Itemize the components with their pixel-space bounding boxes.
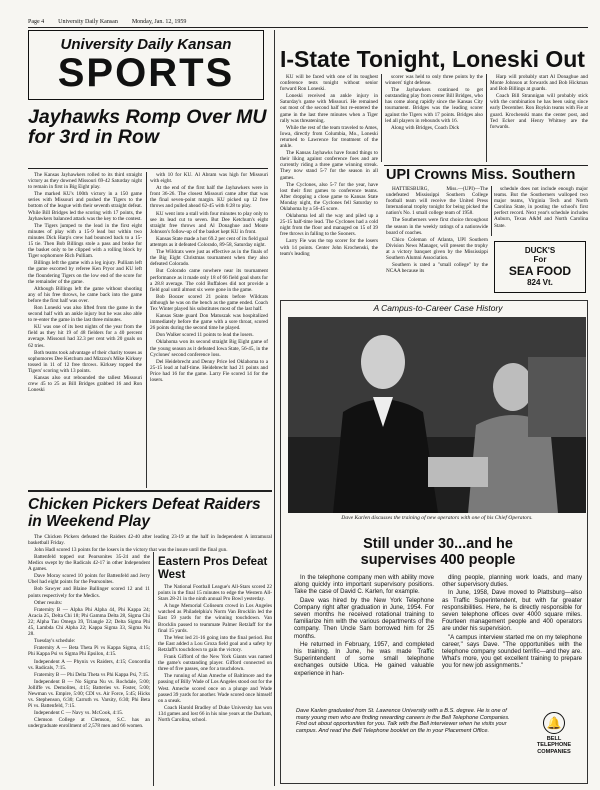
divider	[384, 165, 588, 166]
upi-column-1: HATTIESBURG, Miss.—(UPI)—The undefeated Mississippi Southern College football team will receive the United Press International trophy tonight for being picked the nation's No. 1 small college team of 1958. The Southerners were first choice throughout the season in the weekly ratings of a nationwide board of coaches. Chico Coleman of Atlanta, UPI Southern Division News Manager, will present the trophy at a victory banquet given by the Mississippi Southern Alumni Association. Southern is rated a "small college" by the NCAA because its	[386, 186, 488, 275]
masthead-paper-name: University Daily Kansan	[60, 36, 232, 53]
eastern-column: The National Football League's All-Stars scored 22 points in the final 15 minutes to edge the Western All-Stars 28-21 in the ninth annual Pro Bowl yesterday. A huge Memorial Coliseum crowd in Los Angeles watched as Philadelphia's Norm Van Brocklin led the East 59 yards for the winning touchdown. Van Brocklin passed to teammate Palmer Retzlaff for the final 15 yards. The West led 21-16 going into the final period. But the East added a Lou Groza field goal and a safety by Retzlaff's touchdown to gain the victory. Frank Gifford of the New York Giants was named the game's outstanding player. Gifford connected on three of five passes, one for a touchdown. The running of Alan Ameche of Baltimore and the passing of Billy Wade of Los Angeles stood out for the West. Ameche scored once on a plunge and Wade passed 39 yards for another. Wade scored once himself on a sneak. Coach Harold Bradley of Duke University has won 134 games and lost 66 in his nine years at the Durham, North Carolina, school.	[158, 584, 272, 723]
folio-line	[28, 18, 588, 28]
ducks-seafood: SEA FOOD	[508, 264, 572, 278]
loneski-column-1: KU will be faced with one of its toughest conference tests tonight without senior forward Ron Loneski. Loneski received an ankle injury in Saturday's game with Missouri. He remained out most of the second half but re-entered the game in the last three minutes when a Tiger rally was threatening. While the rest of the team traveled to Ames, Iowa, directly from Columbia, Mo., Loneski returned to Lawrence for treatment of the ankle. The Kansas Jayhawks have found things to their liking against conference foes and are currently riding a three game winning streak. They now stand 5-7 for the season in all games. The Cyclones, also 5-7 for the year, have lost their first games to conference teams. After dropping a close game to Kansas State Monday night, the Cyclones fell Saturday to Oklahoma by a 56-45 score. Oklahoma led all the way and piled up a 25-15 half-time lead. The Cyclones had a cold night from the floor and managed on 15 of 39 free throws in falling to the Sooners. Larry Fie was the top scorer for the losers with 14 points. Center John Krochenski, the team's leading	[280, 74, 378, 256]
ducks-for: For	[533, 255, 547, 264]
photo-illustration	[288, 317, 586, 513]
ducks-seafood-ad	[494, 241, 586, 293]
ducks-address: 824 Vt.	[527, 278, 553, 287]
ducks-name: DUCK'S	[524, 246, 556, 255]
bell-logo-block: 🔔 BELL TELEPHONE COMPANIES	[526, 712, 582, 755]
jayhawks-column-2: with 10 for KU. Al Abram was high for Missouri with eight. At the end of the first half the Jayhawkers were in front 36-26. The closest Missouri came after that was the final seven-point margin. KU picked up 12 free throws and pulled ahead 62-45 with 6:28 to play. KU went into a stall with four minutes to play only to see its lead cut to seven. But Dee Ketchum's eight straight free throws and Al Donaghue and Monte Johnson's follow-up of the basket kept KU in front. Kansas State made a hot 69.2 per cent of its field goal attempts as it defeated Colorado, 89-58, Saturday night. The Wildcats were just as effective as in the finals of the Big Eight Christmas tournament when they also defeated Colorado. But Colorado came nowhere near its tournament performance as it made only 18 of 66 field goal shots for a 28.8 average. The cold Buffaloes did not provide a field goal until almost six were gone in the game. Bob Boozer scored 21 points before Wildcats although he was on the bench as the game ended. Coach Tex Winter played his substitutes most of the last half. Kansas State guard Don Matuszak was hospitalized immediately before the game with a sore throat, scored 26 points during the second time he played. Don Walker scored 11 points to lead the losers. Oklahoma won its second straight Big Eight game of the young season as it defeated Iowa State, 56-45, in the Cyclones' second conference loss. Del Heidebrecht and Denny Price led Oklahoma to a 25-15 lead at half-time. Heidebrecht had 21 points and Price had 16 for the game. Larry Fie scored 14 for the losers.	[150, 172, 268, 383]
upi-column-2: schedule does not include enough major teams. But the Southerners walloped two major teams, Virginia Tech and North Carolina State, in posting the school's first perfect record. Next year's schedule includes Auburn, Texas A&M and North Carolina State.	[494, 186, 588, 229]
ad-column-1: In the telephone company men with ability move along quickly into important supervisory positions. Take the case of David C. Karlen, for example. Dave was hired by the New York Telephone Company right after graduation in June, 1954. For seven months he received rotational training to familiarize him with the various departments of the company. Then Uncle Sam borrowed him for 25 months. He returned in February, 1957, and completed his training. In June, he was made Traffic Superintendent of some small telephone exchanges outside Utica. He gained valuable experience in han-	[294, 574, 434, 677]
column-rule	[146, 172, 147, 488]
upi-headline: UPI Crowns Miss. Southern	[386, 167, 576, 183]
jayhawks-headline: Jayhawks Romp Over MU for 3rd in Row	[28, 106, 267, 148]
loneski-column-3: Harp will probably start Al Donaghue and Monte Johnson at forwards and Bob Hickman and Bob Billings at guards. Coach Bill Strannigan will probably stick with the combination he has been using since early December. Ron Boykin teams with Fie at guard. Krochenski mans the center post, and Ted Ecker and Henry Whitney are the forwards.	[490, 74, 588, 130]
ad-title-line-1: Still under 30...and he	[363, 536, 513, 552]
chicken-column: Battenfeld topped out Pearsonites 35-24 and the Medics swept by the Radicals 42-17 in other Independent A games. Dave Moray scored 10 points for Battenfeld and Jerry Ubel had eight points for the Pearsonites. Bob Sawyer and Blaine Ballinger scored 12 and 11 points respectively for the Medics. Other results: Fraternity B — Alpha Phi Alpha 44, Phi Kappa 24; Acacia 25, Delta Chi 18; Phi Gamma Delta 28, Sigma Chi 22; Alpha Tau Omega 39, Triangle 22; Delta Sigma Phi 45, Lambda Chi Alpha 22; Kappa Sigma 33, Sigma Nu 28. Tuesday's schedule: Fraternity A — Beta Theta Pi vs Kappa Sigma, 4:15; Phi Kappa Psi vs Sigma Phi Epsilon, 4:15. Independent A — Phynix vs Raiders, 4:15; Concordia vs. Radicals, 7:15. Fraternity B — Phi Delta Theta vs Phi Kappa Psi, 7:15. Independent B — No Sigma Nu vs. Rochdale, 5:00; Jolliffe vs. Demolites, 4:15; Batteries vs. Foster, 5:00; Newman vs. Empire, 5:00; CDI vs. Air Force, 5:45; Hicks vs. Stephenson, 6:30; Carruth vs. Varsity, 6:30; Phi Beta Pi vs. Battenfeld, 7:15. Independent C — Navy vs. McCook, 4:15. Clemson College at Clemson, S.C. has an undergraduate enrollment of 2,578 men and 66 women.	[28, 554, 150, 730]
column-rule	[491, 186, 492, 236]
column-rule	[486, 74, 487, 162]
ad-footer: Dave Karlen graduated from St. Lawrence University with a B.S. degree. He is one of many young men who are finding rewarding careers in the Bell Telephone Companies. Find out about opportunities for you. Talk with the Bell interviewer when he visits your campus. And read the Bell Telephone booklet on file in your Placement Office.	[296, 708, 510, 734]
ad-column-2: dling people, planning work loads, and many other supervisory duties. In June, 1958, Dave moved to Plattsburg—also as Traffic Superintendent, but with far greater responsibilities. Here, he is directly responsible for seven telephone offices over 4000 square miles. Fourteen management people and 400 operators are under his supervision. "A campus interview started me on my telephone career," says Dave. "The opportunities with the telephone company sounded terrific—and they are. What's more, you get excellent training to prepare you for new job assignments."	[442, 574, 582, 670]
loneski-column-2: scorer was held to only three points by the winners' tight defense. The Jayhawkers continued to get outstanding play from center Bill Bridges, who has come along rapidly since the Kansas City tournament. Bridges was the leading scorer against the Tigers with 17 points. Bridges also led all players in rebounds with 16. Along with Bridges, Coach Dick	[385, 74, 483, 131]
eastern-headline: Eastern Pros Defeat West	[158, 556, 268, 581]
masthead-sports: SPORTS	[57, 51, 235, 95]
chicken-headline: Chicken Pickers Defeat Raiders in Weekend Play	[28, 496, 261, 530]
chicken-lede: The Chicken Pickers defeated the Raiders 42-40 after leading 23-19 at the half in Independent A intramural basketball Friday. John Hadl scored 13 points for the losers in the victory that was the insure until the final gun.	[28, 534, 272, 552]
issue-date: Monday, Jan. 12, 1959	[131, 19, 187, 25]
photo-caption: Dave Karlen discusses the training of new operators with one of his Chief Operators.	[341, 515, 533, 521]
ad-title-line-2: supervises 400 people	[360, 552, 516, 568]
ad-photo	[288, 317, 586, 513]
jayhawks-column-1: The Kansas Jayhawkers rolled to its third straight victory as they downed Missouri 69-42 Saturday night to remain in first in Big Eight play. The marked KU's 100th victory in a 150 game series with Missouri and pushed the Tigers to the bottom of the league with their seventh straight defeat. While Bill Bridges led the scoring with 17 points, the Jayhawkers balanced attack was the key to the contest. The Tigers jumped to the lead in the first eight minutes of play with a 15-9 lead but within two minutes Dick Harp's crew had bounced back to a 15-15 tie. Then Bob Billings stole a pass and broke for the basket only to be clipped with a rolling block by Tiger sophomore Rich Pulliam. Billings left the game with a leg injury. Pulliam left the game escorted by referee Ken Pryor and KU left the floundering Tigers on the low end of the score for the remainder of the game. Although Billings left the game without shooting any of his free throws, he came back into the game before the first half was over. Ron Loneski was also lifted from the game in the second half with an ankle injury but he was also able to re-enter the game in the last three minutes. KU was one of its best nights of the year from the field as they hit 19 of 48 fielders for a 40 percent average. Missouri had 32.3 per cent with 20 goals on 62 tries. Both teams took advantage of their charity tosses as sophomores Dee Ketchum and Mizzou's Mike Kirksey tossed in 11 of 12 free throws. Kirksey topped the Tigers' scoring with 13 points. Kansas also out rebounded the tallest Missouri crew 45 to 25 as Bill Bridges grabbed 16 and Ron Loneski	[28, 172, 142, 394]
bell-icon: 🔔	[543, 712, 565, 734]
column-rule	[153, 552, 154, 786]
page-number: Page 4	[28, 19, 45, 25]
column-rule	[381, 74, 382, 162]
loneski-headline: I-State Tonight, Loneski Out	[280, 46, 585, 72]
paper-name: University Daily Kansan	[58, 19, 118, 25]
ad-kicker: A Campus-to-Career Case History	[373, 303, 503, 313]
newspaper-page	[28, 18, 588, 786]
divider	[28, 168, 268, 169]
section-rule	[274, 30, 275, 786]
ad-title	[290, 536, 586, 568]
divider	[28, 490, 272, 492]
sports-masthead	[28, 30, 264, 100]
